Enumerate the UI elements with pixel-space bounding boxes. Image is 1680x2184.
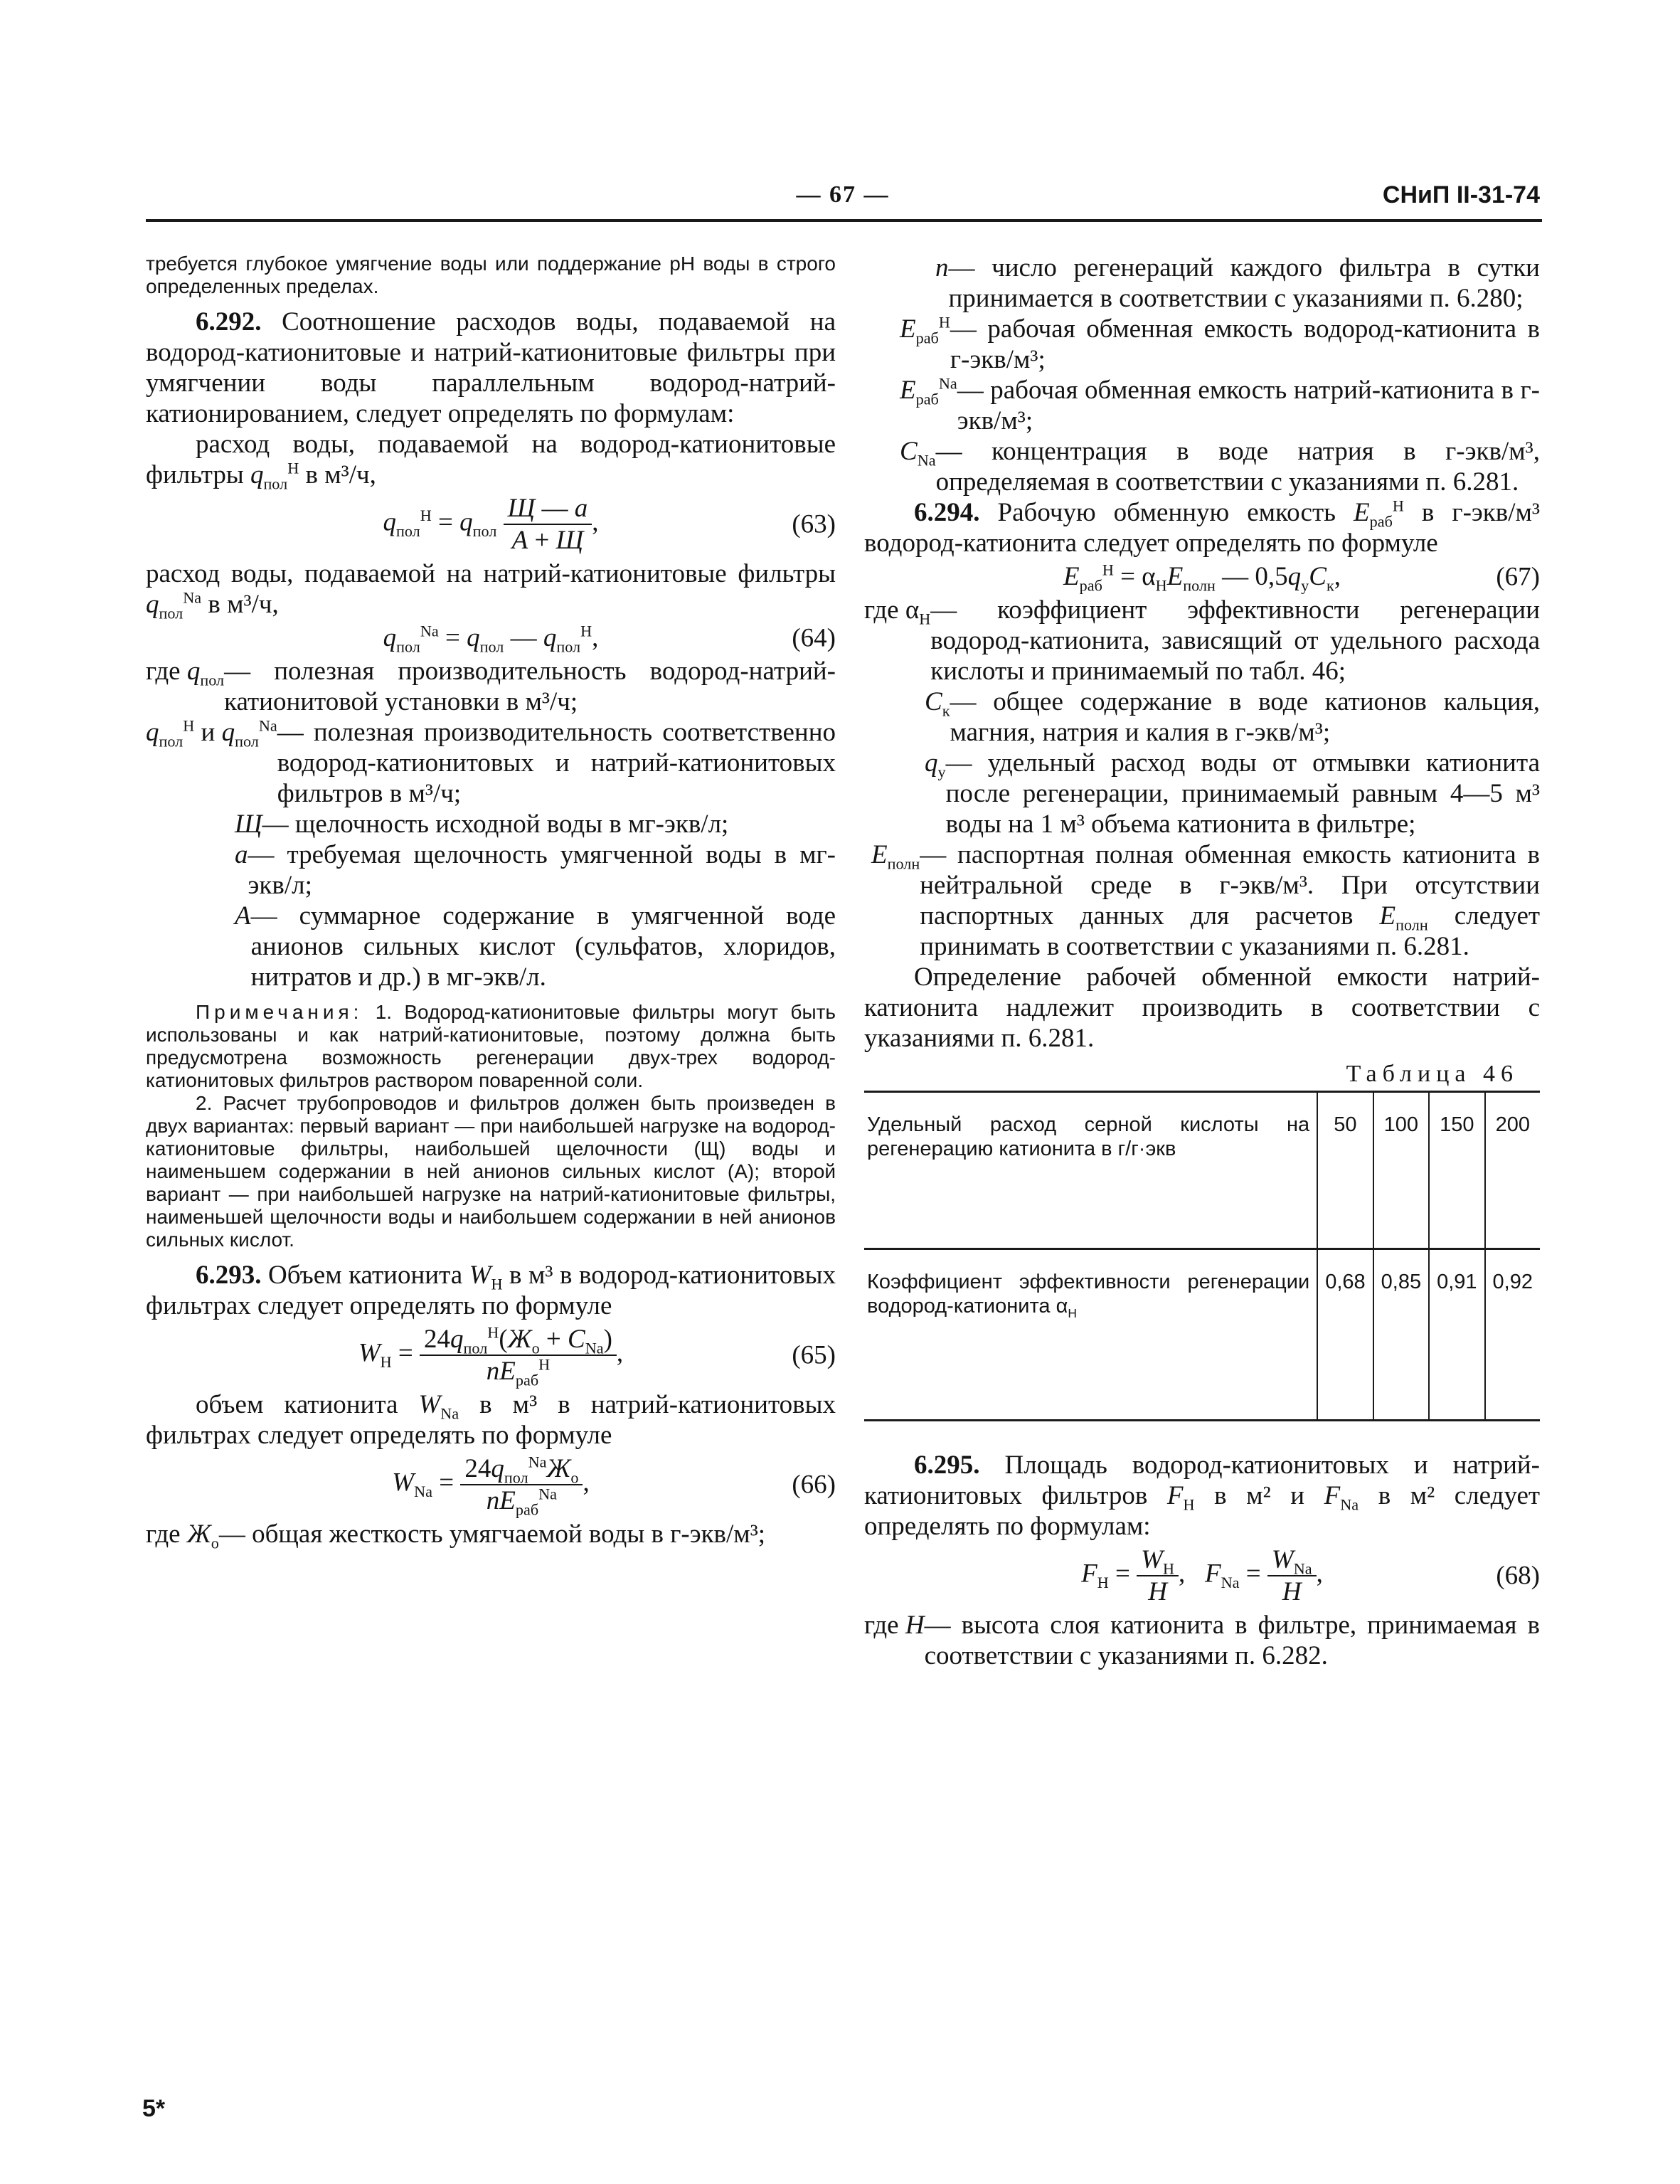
formula-67: $E_{раб}^H = \alpha_HE_{полн}$ — $0,5q_уC_к$, (67) (1063, 561, 1540, 595)
formula-64: $q_{пол}^{Na} = q_{пол}$ — $q_{пол}^H$, (64) (383, 622, 836, 656)
formula-66: $W_{Na}$ = $\frac{24q_{пол}^{Na}Ж_o}{nE_{раб}^{Na}}$ , (66) (392, 1453, 836, 1519)
equation-number: (67) (1496, 562, 1540, 591)
definition-text: — удельный расход воды от отмывки катионита после регенерации, принимаемый равным 4—5 м³ воды на 1 м³ объема катионита в фильтре; (945, 748, 1540, 839)
section-text: Рабочую обменную емкость (997, 498, 1336, 527)
table-cell: 0,85 (1373, 1249, 1429, 1421)
definition-Zh: где $Ж_o$ — общая жесткость умягчаемой воды в г-экв/м³; (146, 1519, 836, 1549)
equation-number: (63) (792, 509, 836, 539)
qNa-intro: расход воды, подаваемой на натрий-катионитовые фильтры $q_{пол}^{Na}$ в м³/ч, (146, 559, 836, 622)
definition-Sch: Щ — щелочность исходной воды в мг-экв/л; (146, 809, 836, 839)
intro-text: требуется глубокое умягчение воды или поддержание pH воды в строго определенных пределах. (146, 253, 836, 297)
section-6292 (146, 307, 836, 429)
equation-number: (68) (1496, 1561, 1540, 1591)
section-text: Соотношение расходов воды, подаваемой на водород-катионитовые и натрий-катионитовые фильтры при умягчении воды параллельным водород-натрий-катионированием, следует определять по формулам: (146, 307, 836, 428)
footer-signature-mark: 5* (142, 2095, 166, 2122)
section-text: объем катионита (196, 1390, 398, 1419)
table-cell: 0,68 (1317, 1249, 1373, 1421)
definition-text: — общее содержание в воде катионов кальция, магния, натрия и калия в г-экв/м³; (950, 687, 1540, 747)
section-number: 6.295. (914, 1451, 980, 1480)
definition-Epoln: $E_{полн}$ — паспортная полная обменная емкость катионита в нейтральной среде в г-экв/м³. При отсутствии паспортных данных для расчетов $E_{полн}$ следует принимать в соответствии с указаниями п. 6.281. (871, 840, 1541, 961)
definition-text: — рабочая обменная емкость водород-катионита в г-экв/м³; (950, 314, 1540, 374)
qNa-intro-text: расход воды, подаваемой на натрий-катионитовые фильтры (146, 559, 836, 588)
page-header (146, 181, 1540, 224)
definition-qy: $q_у$ — удельный расход воды от отмывки катионита после регенерации, принимаемый равным 4—5 м³ воды на 1 м³ объема катионита в фильтре; (925, 748, 1540, 839)
where-word: где (146, 657, 181, 686)
table-cell: 150 (1429, 1092, 1484, 1249)
definition-text: — суммарное содержание в умягченной воде анионов сильных кислот (сульфатов, хлоридов, нитратов и др.) в мг-экв/л. (250, 901, 836, 992)
table-caption: Таблица 46 (1346, 1061, 1519, 1087)
definition-qpol: где $q_{пол}$ — полезная производительность водород-натрий-катионитовой установки в м³/ч; (146, 657, 836, 716)
section-6295: 6.295. Площадь водород-катионитовых и натрий-катионитовых фильтров $F_H$ в м² и $F_{Na}$ в м² следует определять по формулам: (864, 1451, 1541, 1541)
definition-ENa: $E_{раб}^{Na}$ — рабочая обменная емкость натрий-катионита в г-экв/м³; (900, 374, 1540, 435)
WNa-intro: объем катионита $W_{Na}$ в м³ в натрий-катионитовых фильтрах следует определять по формуле (146, 1390, 836, 1450)
document-code: СНиП II-31-74 (1382, 181, 1540, 208)
section-text: Объем катионита (268, 1261, 463, 1290)
section-6293: 6.293. Объем катионита $W_H$ в м³ в водород-катионитовых фильтрах следует определять по формуле (146, 1261, 836, 1320)
definition-qH-qNa: $q_{пол}^H$ и $q_{пол}^{Na}$ — полезная производительность соответственно водород-катионитовых и натрий-катионитовых фильтров в м³/ч; (146, 716, 836, 808)
formula-63: $q_{пол}^H = q_{пол}$ $\frac{Щ — a}{A + Щ}$ , (63) (383, 494, 836, 555)
definition-text: — щелочность исходной воды в мг-экв/л; (262, 810, 729, 839)
table-cell: 50 (1317, 1092, 1373, 1249)
definition-text: — полезная производительность водород-натрий-катионитовой установки в м³/ч; (224, 657, 836, 716)
section-text: в м² следует определять по формулам: (864, 1481, 1541, 1541)
left-column (146, 253, 836, 1552)
section-number: 6.294. (914, 498, 980, 527)
definition-text: — число регенераций каждого фильтра в сутки принимается в соответствии с указаниями п. 6.280; (948, 253, 1540, 313)
unit-text: в м³/ч, (208, 590, 279, 619)
definition-text: следует принимать в соответствии с указаниями п. 6.281. (920, 901, 1541, 961)
section-number: 6.293. (196, 1261, 262, 1290)
definition-text: — концентрация в воде натрия в г-экв/м³, определяемая в соответствии с указаниями п. 6.281. (935, 437, 1540, 497)
note-1 (146, 1001, 836, 1092)
formula-68: $F_H$ = $\frac{W_H}{H}$ , $F_{Na}$ = $\frac{W_{Na}}{H}$ , (68) (1081, 1545, 1540, 1606)
note-2: 2. Расчет трубопроводов и фильтров должен быть произведен в двух вариантах: первый вариант — при наибольшей нагрузке на водород-катионитовые фильтры, наибольшей щелочности (Щ) воды и наименьшем содержании в ней анионов сильных кислот (А); второй вариант — при наибольшей нагрузке на натрий-катионитовые фильтры, наименьшей щелочности воды и наибольшем содержании в ней анионов сильных кислот. (146, 1092, 836, 1251)
where-word: где (146, 1520, 181, 1549)
qH-intro: расход воды, подаваемой на водород-катионитовые фильтры $q_{пол}^H$ в м³/ч, (146, 430, 836, 493)
table-row-label: Удельный расход серной кислоты на регенерацию катионита в г/г·экв (864, 1092, 1317, 1249)
definition-text: — рабочая обменная емкость натрий-катионита в г-экв/м³; (957, 376, 1540, 435)
right-column (864, 253, 1540, 1671)
definition-H: где H — высота слоя катионита в фильтре, принимаемая в соответствии с указаниями п. 6.282. (864, 1611, 1540, 1670)
where-word: где (864, 595, 899, 625)
definition-aH: где $\alpha_H$ — коэффициент эффективности регенерации водород-катионита, зависящий от удельного расхода кислоты и принимаемый по табл. 46; (864, 595, 1540, 686)
section-text: в м³ в натрий-катионитовых фильтрах следует определять по формуле (146, 1390, 836, 1450)
definition-n: n — число регенераций каждого фильтра в сутки принимается в соответствии с указаниями п. 6.280; (935, 253, 1540, 313)
equation-number: (66) (792, 1470, 836, 1500)
na-paragraph: Определение рабочей обменной емкости натрий-катионита надлежит производить в соответствии с указаниями п. 6.281. (864, 963, 1540, 1053)
definition-CNa: $C_{Na}$ — концентрация в воде натрия в г-экв/м³, определяемая в соответствии с указаниями п. 6.281. (900, 437, 1540, 497)
qH-intro-text: расход воды, подаваемой на водород-катионитовые фильтры (146, 430, 836, 489)
table-cell: 100 (1373, 1092, 1429, 1249)
definition-A: A — суммарное содержание в умягченной воде анионов сильных кислот (сульфатов, хлоридов, нитратов и др.) в мг-экв/л. (235, 901, 836, 992)
where-word: где (864, 1611, 899, 1640)
table-row (864, 1249, 1540, 1421)
definition-text: — полезная производительность соответственно водород-катионитовых и натрий-катионитовых фильтров в м³/ч; (277, 718, 836, 808)
formula-65: $W_H$ = $\frac{24q_{пол}^H(Ж_o + C_{Na})}{nE_{раб}^H}$ , (65) (358, 1323, 836, 1389)
notes-heading: Примечания: (196, 1001, 363, 1023)
definition-text: — паспортная полная обменная емкость катионита в нейтральной среде в г-экв/м³. При отсутствии паспортных данных для расчетов (920, 840, 1540, 931)
page-number: — 67 — (796, 181, 890, 208)
equation-number: (64) (792, 623, 836, 652)
equation-number: (65) (792, 1340, 836, 1370)
section-text: в г-экв/м³ водород-катионита следует определять по формуле (864, 498, 1541, 558)
definition-a: a — требуемая щелочность умягченной воды в мг-экв/л; (235, 840, 836, 900)
table-row-label-text: Коэффициент эффективности регенерации водород-катионита (867, 1271, 1310, 1318)
header-rule (146, 219, 1542, 222)
section-text: в м³ в водород-катионитовых фильтрах следует определять по формуле (146, 1261, 836, 1320)
section-6294: 6.294. Рабочую обменную емкость $E_{раб}^H$ в г-экв/м³ водород-катионита следует определять по формуле (864, 497, 1541, 558)
table-row (864, 1092, 1540, 1249)
unit-text: в м³/ч, (305, 460, 376, 489)
table-cell: 0,92 (1485, 1249, 1540, 1421)
definition-text: — коэффициент эффективности регенерации водород-катионита, зависящий от удельного расхода кислоты и принимаемый по табл. 46; (930, 595, 1540, 686)
definition-Ck: $C_к$ — общее содержание в воде катионов кальция, магния, натрия и калия в г-экв/м³; (925, 687, 1540, 747)
note-text: 1. Водород-катионитовые фильтры могут быть использованы и как натрий-катионитовые, поэтому должна быть предусмотрена возможность регенерации двух-трех водород-катионитовых фильтров раствором поваренной соли. (146, 1001, 836, 1091)
section-text: Площадь водород-катионитовых и натрий-катионитовых фильтров (864, 1451, 1540, 1510)
section-number: 6.292. (196, 307, 262, 336)
section-text: в м² и (1214, 1481, 1305, 1510)
table-cell: 0,91 (1429, 1249, 1484, 1421)
table-46 (864, 1091, 1540, 1421)
definition-text: — требуемая щелочность умягченной воды в мг-экв/л; (248, 840, 836, 900)
definition-text: — общая жесткость умягчаемой воды в г-экв/м³; (218, 1520, 766, 1549)
table-cell: 200 (1485, 1092, 1540, 1249)
table-row-label: Коэффициент эффективности регенерации водород-катионита $\alpha_H$ (864, 1249, 1317, 1421)
definition-text: — высота слоя катионита в фильтре, принимаемая в соответствии с указаниями п. 6.282. (924, 1611, 1540, 1670)
definition-EH: $E_{раб}^H$ — рабочая обменная емкость водород-катионита в г-экв/м³; (900, 313, 1540, 374)
